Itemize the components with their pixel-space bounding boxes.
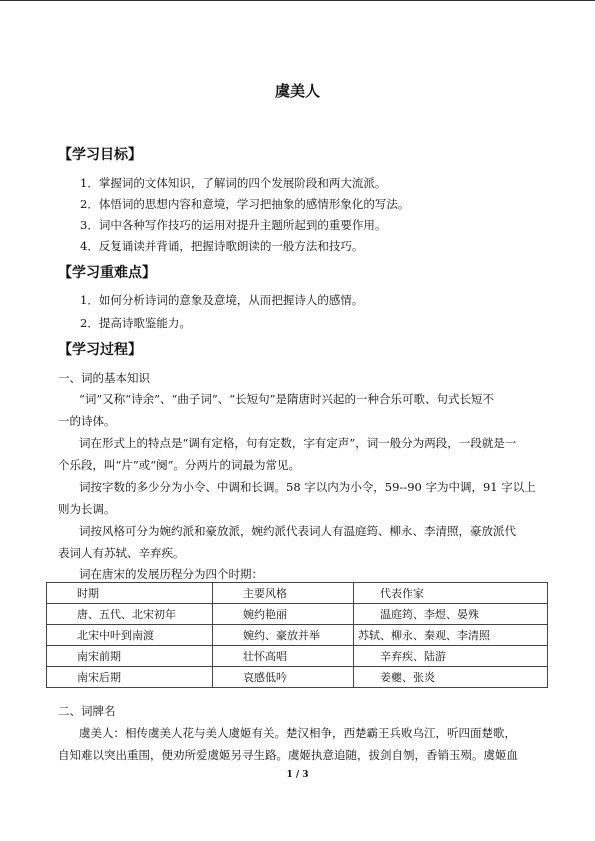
table-header-cell: 代表作家 [354,583,548,604]
paragraph-6-line-1: 虞美人：相传虞美人花与美人虞姬有关。楚汉相争，西楚霸王兵败乌江，听四面楚歌， [79,726,516,740]
paragraph-3-line-2: 则为长调。 [58,502,116,516]
paragraph-4-line-1: 词按风格可分为婉约派和豪放派，婉约派代表词人有温庭筠、柳永、李清照，豪放派代 [79,524,516,538]
table-cell: 哀感低吟 [213,667,354,688]
goal-item-4: 4．反复诵读并背诵，把握诗歌朗读的一般方法和技巧。 [80,239,364,253]
section-heading-goals: 【学习目标】 [58,147,142,163]
table-cell: 苏轼、柳永、秦观、李清照 [354,625,548,646]
keypoint-item-2: 2．提高诗歌鉴能力。 [80,316,191,330]
goal-item-1: 1．掌握词的文体知识，了解词的四个发展阶段和两大流派。 [80,176,387,190]
table-cell: 唐、五代、北宋初年 [47,604,213,625]
table-cell: 壮怀高唱 [213,646,354,667]
paragraph-2-line-2: 个乐段，叫“片”或“阕”。分两片的词最为常见。 [58,458,301,472]
paragraph-1-line-2: 一的诗体。 [58,414,116,428]
table-row [47,646,548,667]
paragraph-6-line-2: 自知难以突出重围，便劝所爱虞姬另寻生路。虞姬执意追随，拔剑自刎，香销玉殒。虞姬血 [58,748,518,762]
section-heading-process: 【学习过程】 [58,342,142,358]
table-cell: 姜夔、张炎 [354,667,548,688]
table-header-cell: 主要风格 [213,583,354,604]
goal-item-2: 2．体悟词的思想内容和意境，学习把抽象的感情形象化的写法。 [80,197,410,211]
paragraph-2-line-1: 词在形式上的特点是“调有定格，句有定数，字有定声”，词一般分为两段，一段就是一 [79,436,517,450]
table-cell: 温庭筠、李煜、晏殊 [354,604,548,625]
section-heading-keypoints: 【学习重难点】 [58,265,156,281]
page-number: 1 / 3 [286,770,309,780]
page-title: 虞美人 [274,82,320,100]
table-cell: 婉约、豪放并举 [213,625,354,646]
table-row [47,667,548,688]
table-header-cell: 时期 [47,583,213,604]
table-row [47,604,548,625]
table-cell: 北宋中叶到南渡 [47,625,213,646]
goal-item-3: 3．词中各种写作技巧的运用对提升主题所起到的重要作用。 [80,218,387,232]
paragraph-3-line-1: 词按字数的多少分为小令、中调和长调。58 字以内为小令，59--90 字为中调，91 字以上 [79,480,536,494]
keypoint-item-1: 1．如何分析诗词的意象及意境，从而把握诗人的感情。 [80,293,364,307]
table-header-row [47,583,548,604]
header-rule [0,0,595,1]
table-cell: 南宋前期 [47,646,213,667]
part1-heading: 一、词的基本知识 [58,371,150,385]
table-row [47,625,548,646]
table-cell: 南宋后期 [47,667,213,688]
paragraph-4-line-2: 表词人有苏轼、辛弃疾。 [58,546,185,560]
part2-heading: 二、词牌名 [58,704,116,718]
table-cell: 婉约艳丽 [213,604,354,625]
paragraph-5: 词在唐宋的发展历程分为四个时期： [79,567,263,581]
development-table [46,582,548,688]
table-cell: 辛弃疾、陆游 [354,646,548,667]
paragraph-1-line-1: “词”又称“诗余”、“曲子词”、“长短句”是隋唐时兴起的一种合乐可歌、句式长短不 [79,392,495,406]
